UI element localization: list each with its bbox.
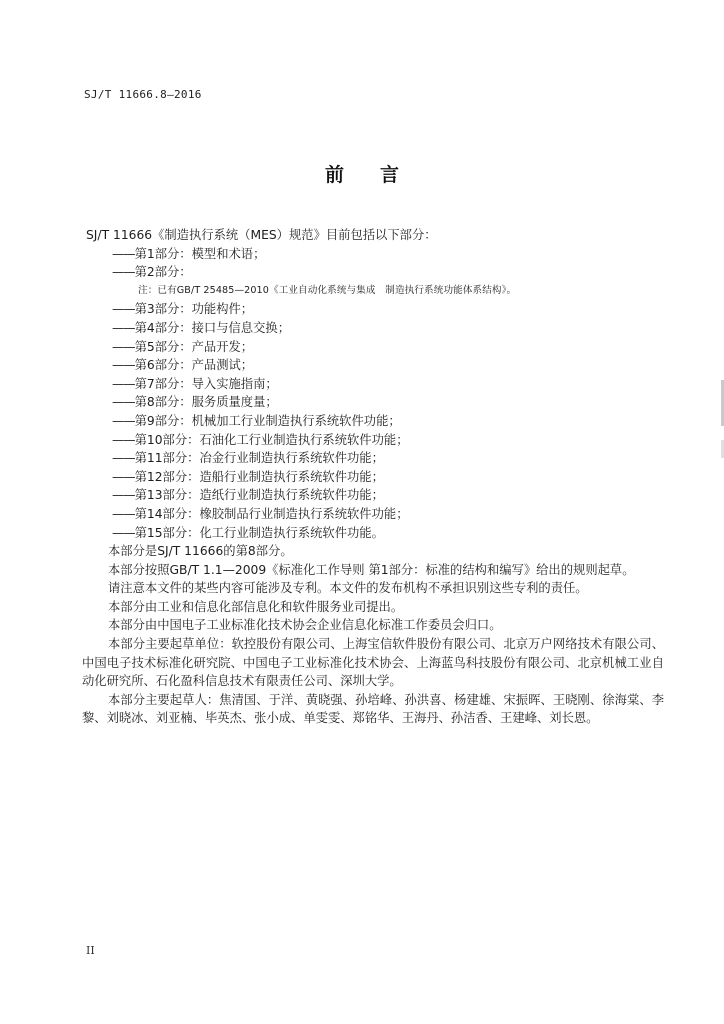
section-title: 前言 [324, 164, 435, 186]
paragraph-drafters: 本部分主要起草人：焦清国、于洋、黄晓强、孙培峰、孙洪喜、杨建雄、宋振晖、王晓刚、徐海棠、李黎、刘晓冰、刘亚楠、毕英杰、张小成、单雯雯、郑铭华、王海丹、孙洁香、王建峰、刘长恩。 [82, 692, 664, 726]
paragraph-drafting-rules: 本部分按照GB/T 1.1—2009《标准化工作导则 第1部分：标准的结构和编写》给出的规则起草。 [108, 562, 635, 577]
paragraph-proposer: 本部分由工业和信息化部信息化和软件服务业司提出。 [108, 599, 404, 614]
list-item: ——第3部分：功能构件； [112, 302, 254, 317]
list-item: ——第8部分：服务质量度量； [112, 395, 278, 410]
paragraph-patent-notice: 请注意本文件的某些内容可能涉及专利。本文件的发布机构不承担识别这些专利的责任。 [108, 581, 588, 596]
list-item: ——第14部分：橡胶制品行业制造执行系统软件功能； [112, 506, 409, 521]
list-item: ——第13部分：造纸行业制造执行系统软件功能； [112, 488, 384, 503]
list-item: ——第7部分：导入实施指南； [112, 376, 278, 391]
standard-code: SJ/T 11666.8—2016 [84, 88, 202, 101]
paragraph-part-statement: 本部分是SJ/T 11666的第8部分。 [108, 544, 293, 559]
list-item: ——第10部分：石油化工行业制造执行系统软件功能； [112, 432, 409, 447]
list-item: ——第6部分：产品测试； [112, 358, 254, 373]
list-item: ——第1部分：模型和术语； [112, 246, 266, 261]
page-number: II [86, 944, 95, 957]
foreword-body [82, 226, 666, 728]
note-line: 注：已有GB/T 25485—2010《工业自动化系统与集成 制造执行系统功能体系结构》。 [138, 284, 517, 296]
list-item: ——第2部分： [112, 265, 192, 280]
list-item: ——第4部分：接口与信息交换； [112, 320, 290, 335]
paragraph-drafting-units: 本部分主要起草单位：软控股份有限公司、上海宝信软件股份有限公司、北京万户网络技术有限公司、中国电子技术标准化研究院、中国电子工业标准化技术协会、上海蓝鸟科技股份有限公司、北京机械工业自动化研究所、石化盈科信息技术有限责任公司、深圳大学。 [82, 637, 664, 689]
paragraph-committee: 本部分由中国电子工业标准化技术协会企业信息化标准工作委员会归口。 [108, 618, 502, 633]
list-item: ——第11部分：冶金行业制造执行系统软件功能； [112, 451, 384, 466]
list-item: ——第15部分：化工行业制造执行系统软件功能。 [112, 525, 384, 540]
list-item: ——第9部分：机械加工行业制造执行系统软件功能； [112, 413, 401, 428]
intro-line: SJ/T 11666《制造执行系统（MES）规范》目前包括以下部分： [86, 228, 437, 242]
list-item: ——第5部分：产品开发； [112, 339, 254, 354]
list-item: ——第12部分：造船行业制造执行系统软件功能； [112, 469, 384, 484]
